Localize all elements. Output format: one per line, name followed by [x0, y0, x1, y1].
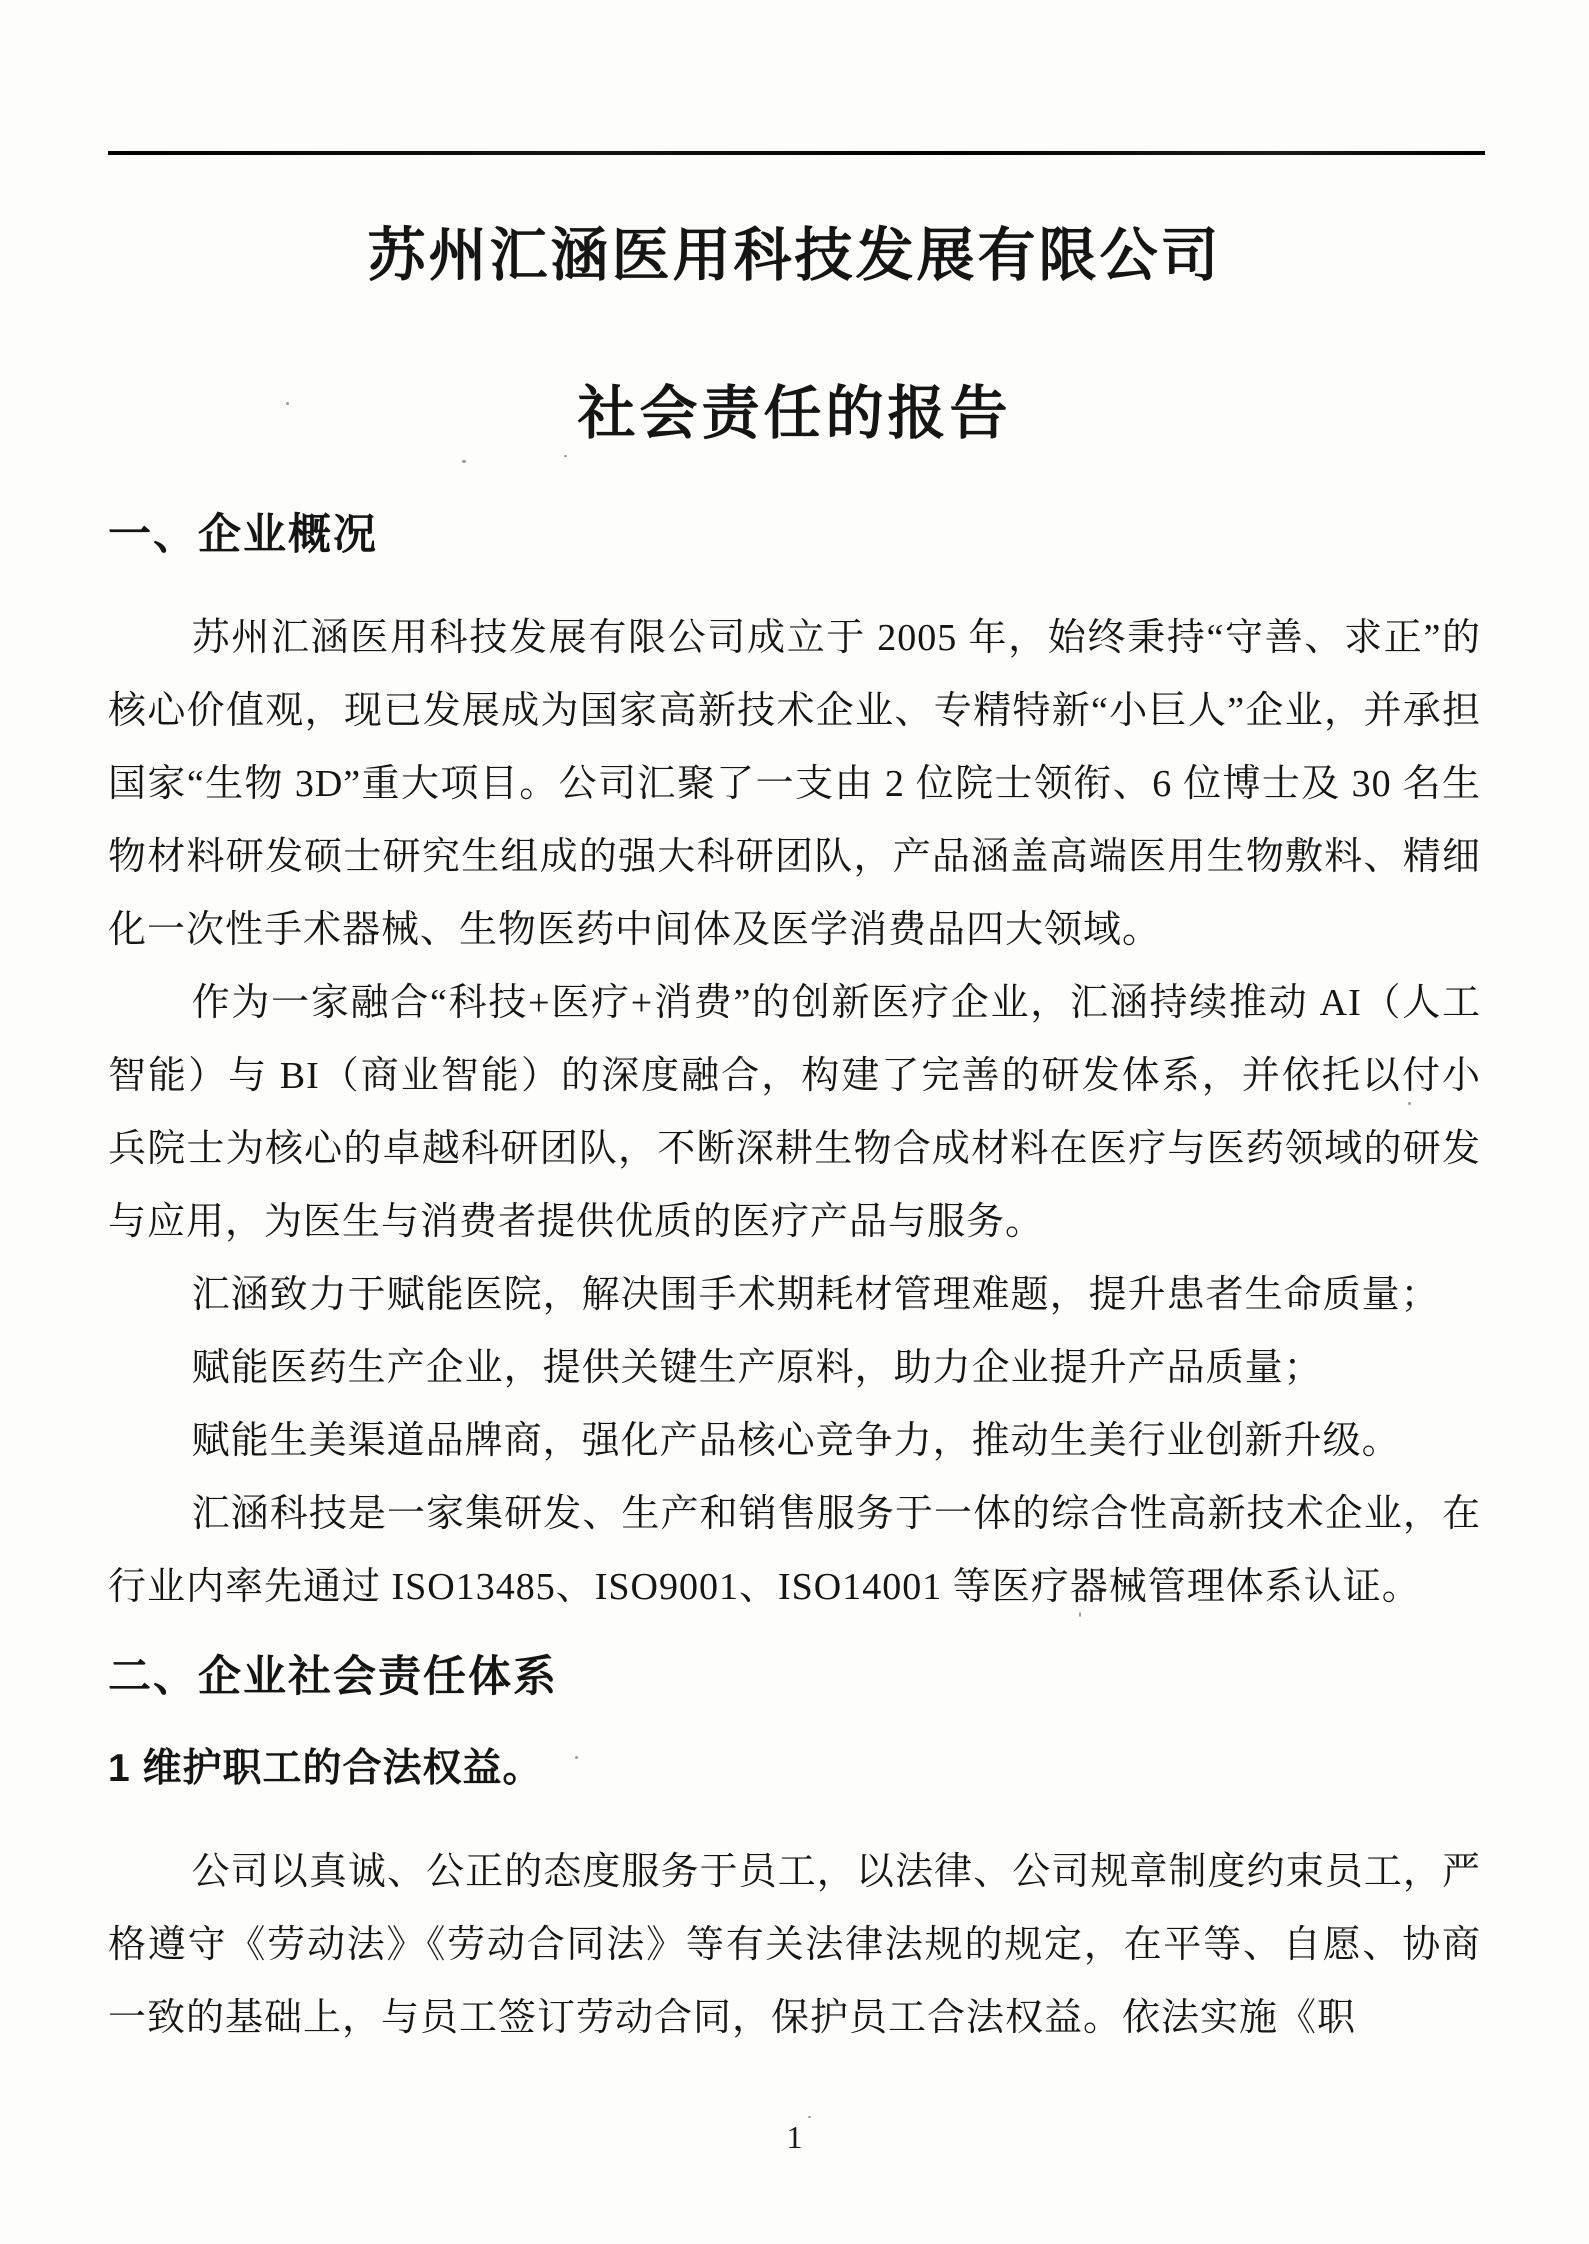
para-innovation-rd: 作为一家融合“科技+医疗+消费”的创新医疗企业，汇涵持续推动 AI（人工智能）与 BI（商业智能）的深度融合，构建了完善的研发体系，并依托以付小兵院士为核心的卓越科研团队，不断深耕生物合成材料在医疗与医药领域的研发与应用，为医生与消费者提供优质的医疗产品与服务。: [108, 982, 1481, 1243]
scan-speck: [1079, 1612, 1081, 1617]
scan-speck: [575, 1756, 578, 1759]
scan-speck: [564, 455, 567, 457]
para-empower-beauty-channels: 赋能生美渠道品牌商，强化产品核心竞争力，推动生美行业创新升级。: [191, 1420, 1401, 1462]
report-subtitle: 社会责任的报告: [577, 381, 1012, 446]
section-2-heading: 二、企业社会责任体系: [108, 1653, 558, 1701]
para-empower-pharma: 赋能医药生产企业，提供关键生产原料，助力企业提升产品质量；: [191, 1347, 1323, 1389]
scan-speck: [462, 460, 466, 463]
para-empower-hospitals: 汇涵致力于赋能医院，解决围手术期耗材管理难题，提升患者生命质量；: [191, 1274, 1440, 1316]
scan-speck: [286, 402, 289, 405]
subsection-1-heading: 1 维护职工的合法权益。: [108, 1747, 543, 1790]
para-certifications: 汇涵科技是一家集研发、生产和销售服务于一体的综合性高新技术企业，在行业内率先通过 ISO13485、ISO9001、ISO14001 等医疗器械管理体系认证。: [108, 1493, 1481, 1608]
page-number: 1: [786, 2119, 803, 2155]
para-company-overview: 苏州汇涵医用科技发展有限公司成立于 2005 年，始终秉持“守善、求正”的核心价值观，现已发展成为国家高新技术企业、专精特新“小巨人”企业，并承担国家“生物 3D”重大项目。公司汇聚了一支由 2 位院士领衔、6 位博士及 30 名生物材料研发硕士研究生组成的强大科研团队，产品涵盖高端医用生物敷料、精细化一次性手术器械、生物医药中间体及医学消费品四大领域。: [108, 617, 1481, 951]
report-title: 苏州汇涵医用科技发展有限公司: [367, 223, 1222, 288]
scan-speck: [808, 2116, 811, 2118]
scan-speck: [1408, 1102, 1411, 1105]
header-rule: [108, 151, 1485, 155]
section-1-heading: 一、企业概况: [108, 511, 378, 559]
para-employee-rights: 公司以真诚、公正的态度服务于员工，以法律、公司规章制度约束员工，严格遵守《劳动法》《劳动合同法》等有关法律法规的规定，在平等、自愿、协商一致的基础上，与员工签订劳动合同，保护员工合法权益。依法实施《职: [108, 1851, 1481, 2039]
